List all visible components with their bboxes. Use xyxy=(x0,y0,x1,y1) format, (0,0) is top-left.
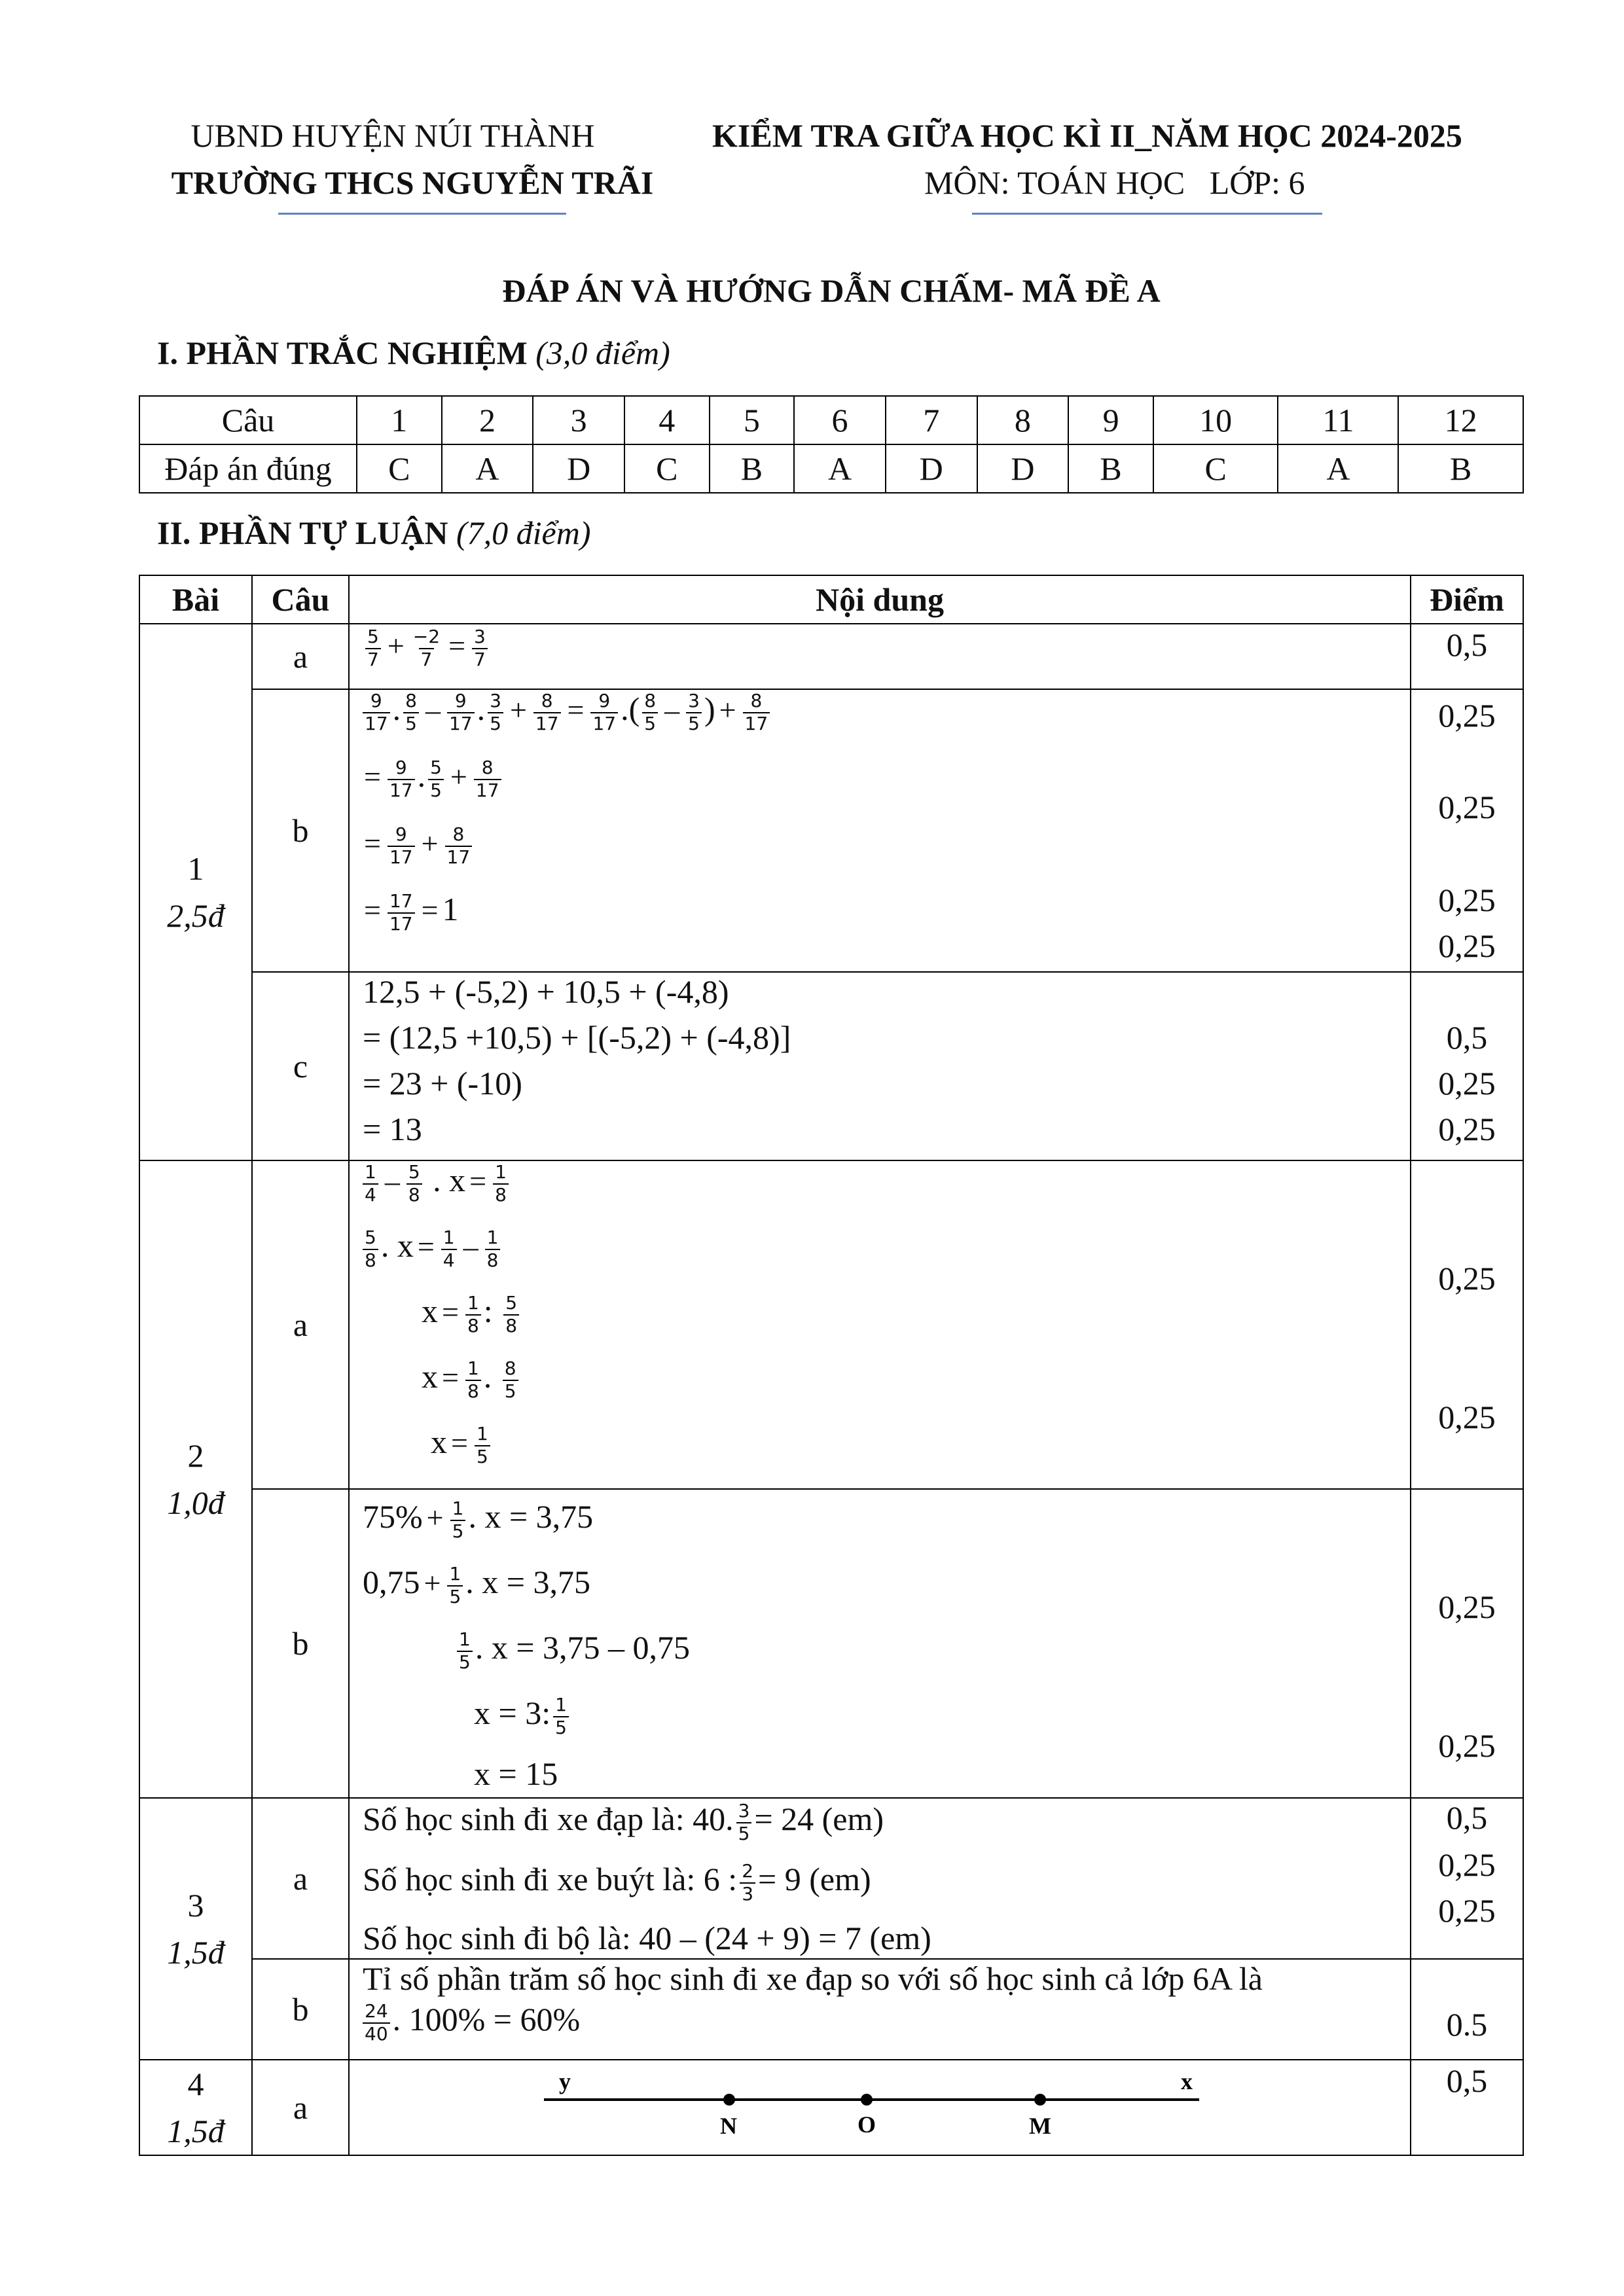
score-3b xyxy=(1411,1959,1523,2060)
col-noidung: Nội dung xyxy=(349,575,1411,624)
part1-heading-text: I. PHẦN TRẮC NGHIỆM xyxy=(157,334,528,371)
point-N xyxy=(723,2094,735,2106)
score-1b xyxy=(1411,689,1523,972)
col-cau: Câu xyxy=(252,575,349,624)
q-cell: 11 xyxy=(1278,396,1398,444)
q-cell: 9 xyxy=(1068,396,1153,444)
q-cell: 5 xyxy=(710,396,795,444)
part2-heading xyxy=(157,514,590,552)
cau-4a: a xyxy=(252,2060,349,2155)
part1-heading xyxy=(157,334,670,372)
bai-3-cell xyxy=(139,1798,252,2060)
cau-1a: a xyxy=(252,624,349,689)
answer-cell: B xyxy=(710,444,795,493)
content-1c xyxy=(349,972,1411,1160)
score-value: 0,25 xyxy=(1438,1727,1496,1764)
row-label-answer: Đáp án đúng xyxy=(139,444,357,493)
q-cell: 4 xyxy=(624,396,710,444)
bai-2-number: 2 xyxy=(187,1437,204,1474)
expr-2a-line3: x = $\frac{1}{8}$ : $\frac{5}{8}$ xyxy=(422,1292,522,1336)
expr-2b-line1: 75% + $\frac{1}{5}$ . x = 3,75 xyxy=(363,1498,594,1542)
expr-1c-line2: = (12,5 +10,5) + [(-5,2) + (-4,8)] xyxy=(363,1019,791,1056)
fraction: $\frac{5}{7}$ xyxy=(365,626,381,670)
expr-2b-line2: 0,75 + $\frac{1}{5}$ . x = 3,75 xyxy=(363,1563,590,1607)
school-name: TRƯỜNG THCS NGUYỄN TRÃI xyxy=(171,164,654,201)
content-1b xyxy=(349,689,1411,972)
score-value: 0,25 xyxy=(1438,1399,1496,1435)
label-x: x xyxy=(1181,2068,1193,2094)
answer-cell: D xyxy=(977,444,1069,493)
expr-3b-line1: Tỉ số phần trăm số học sinh đi xe đạp so với số học sinh cả lớp 6A là xyxy=(363,1960,1263,1997)
answer-cell: C xyxy=(624,444,710,493)
q-cell: 10 xyxy=(1153,396,1278,444)
expr-2b-line5: x = 15 xyxy=(474,1755,558,1792)
row-4a xyxy=(139,2060,1523,2155)
expr-2a-line1: $\frac{1}{4}$ – $\frac{5}{8}$ . x = $\frac{1}{8}$ xyxy=(360,1161,511,1206)
q-cell: 8 xyxy=(977,396,1069,444)
content-3b xyxy=(349,1959,1411,2060)
score-value: 0,25 xyxy=(1438,927,1496,964)
col-bai: Bài xyxy=(139,575,252,624)
cau-3a: a xyxy=(252,1798,349,1959)
bai-2-points: 1,0đ xyxy=(167,1484,225,1521)
number-line-figure xyxy=(350,2060,1397,2155)
point-M xyxy=(1034,2094,1046,2106)
content-2b xyxy=(349,1489,1411,1798)
fraction: $\frac{3}{7}$ xyxy=(472,626,488,670)
score-value: 0,25 xyxy=(1438,1588,1496,1625)
label-y: y xyxy=(559,2068,571,2094)
label-O: O xyxy=(857,2111,876,2138)
score-value: 0,25 xyxy=(1438,882,1496,918)
bai-2-cell xyxy=(139,1160,252,1798)
expr-2b-line3: $\frac{1}{5}$ . x = 3,75 – 0,75 xyxy=(454,1628,690,1673)
fraction: $\frac{-2}{7}$ xyxy=(412,626,441,670)
answer-cell: B xyxy=(1068,444,1153,493)
score-value: 0,25 xyxy=(1438,1065,1496,1102)
expr-2a-line5: x = $\frac{1}{5}$ xyxy=(431,1423,493,1467)
q-cell: 1 xyxy=(357,396,442,444)
expr-1c-line4: = 13 xyxy=(363,1111,422,1147)
bai-4-cell xyxy=(139,2060,252,2155)
content-2a xyxy=(349,1160,1411,1489)
bai-1-cell xyxy=(139,624,252,1160)
score-value: 0,25 xyxy=(1438,1846,1496,1883)
col-diem: Điểm xyxy=(1411,575,1523,624)
score-value: 0,5 xyxy=(1446,1799,1488,1836)
expr-2a-line2: $\frac{5}{8}$ . x = $\frac{1}{4}$ – $\frac{1}{8}$ xyxy=(360,1227,503,1271)
content-4a xyxy=(349,2060,1411,2155)
row-1c xyxy=(139,972,1523,1160)
expr-1c-line3: = 23 + (-10) xyxy=(363,1065,522,1102)
cau-1c: c xyxy=(252,972,349,1160)
score-value: 0,25 xyxy=(1438,697,1496,734)
content-1a xyxy=(349,624,1411,689)
bai-4-number: 4 xyxy=(187,2066,204,2102)
exam-title: KIỂM TRA GIỮA HỌC KÌ II_NĂM HỌC 2024-2025 xyxy=(712,117,1462,154)
score-2b xyxy=(1411,1489,1523,1798)
row-1b xyxy=(139,689,1523,972)
expr-2b-line4: x = 3: $\frac{1}{5}$ xyxy=(474,1694,571,1738)
answer-cell: D xyxy=(886,444,977,493)
essay-table xyxy=(139,575,1524,2156)
expr-1c-line1: 12,5 + (-5,2) + 10,5 + (-4,8) xyxy=(363,973,729,1010)
score-value: 0,25 xyxy=(1438,789,1496,825)
bai-4-points: 1,5đ xyxy=(167,2113,225,2149)
district-name: UBND HUYỆN NÚI THÀNH xyxy=(190,117,595,154)
multiple-choice-table xyxy=(139,395,1524,493)
expr-1b-line4: = $\frac{17}{17}$ = 1 xyxy=(364,890,459,935)
cau-1b: b xyxy=(252,689,349,972)
row-3b xyxy=(139,1959,1523,2060)
school-underline xyxy=(278,213,566,215)
expr-2a-line4: x = $\frac{1}{8}$ . $\frac{8}{5}$ xyxy=(422,1357,521,1402)
row-1a xyxy=(139,624,1523,689)
point-O xyxy=(861,2094,873,2106)
bai-3-number: 3 xyxy=(187,1887,204,1924)
answer-cell: C xyxy=(1153,444,1278,493)
score-value: 0.5 xyxy=(1446,2006,1488,2043)
expr-1b-line2: = $\frac{9}{17}$ . $\frac{5}{5}$ + $\frac{8}{17}$ xyxy=(360,757,504,801)
question-row xyxy=(139,396,1523,444)
score-value: 0,5 xyxy=(1446,1019,1488,1056)
subject-line: MÔN: TOÁN HỌC LỚP: 6 xyxy=(924,164,1305,201)
answer-cell: A xyxy=(442,444,533,493)
content-3a xyxy=(349,1798,1411,1959)
expr-3a-line1: Số học sinh đi xe đạp là: 40. $\frac{3}{5}$ = 24 (em) xyxy=(363,1800,884,1844)
score-4a xyxy=(1411,2060,1523,2155)
row-3a xyxy=(139,1798,1523,1959)
score-value: 0,25 xyxy=(1438,1892,1496,1929)
answer-row xyxy=(139,444,1523,493)
score-3a xyxy=(1411,1798,1523,1959)
cau-2b: b xyxy=(252,1489,349,1798)
expr-3a-line3: Số học sinh đi bộ là: 40 – (24 + 9) = 7 (em) xyxy=(363,1920,931,1956)
answer-cell: A xyxy=(1278,444,1398,493)
part2-points: (7,0 điểm) xyxy=(456,514,591,551)
expr-3b-line2: $\frac{24}{40}$ . 100% = 60% xyxy=(360,2000,580,2045)
expr-1a: $\frac{5}{7}$ + $\frac{-2}{7}$ = $\frac{3}{7}$ xyxy=(363,626,490,670)
cau-3b: b xyxy=(252,1959,349,2060)
q-cell: 3 xyxy=(533,396,624,444)
score-2a xyxy=(1411,1160,1523,1489)
subject-underline xyxy=(972,213,1322,215)
score-value: 0,5 xyxy=(1446,2062,1488,2099)
answer-cell: B xyxy=(1398,444,1523,493)
expr-3a-line2: Số học sinh đi xe buýt là: 6 : $\frac{2}{3}$ = 9 (em) xyxy=(363,1860,871,1905)
expr-1b-line3: = $\frac{9}{17}$ + $\frac{8}{17}$ xyxy=(360,823,475,868)
essay-header-row xyxy=(139,575,1523,624)
bai-3-points: 1,5đ xyxy=(167,1934,225,1971)
q-cell: 12 xyxy=(1398,396,1523,444)
answer-cell: D xyxy=(533,444,624,493)
label-N: N xyxy=(720,2113,737,2139)
expr-1b-line1: $\frac{9}{17}$ . $\frac{8}{5}$ – $\frac{9}{17}$ . $\frac{3}{5}$ + $\frac{8}{17}$ = $\frac{9}{17}$ .( $\frac{8}{5}$ – $\frac{3}{5}$ ) + $\frac{8}{17}$ xyxy=(360,690,772,734)
answer-cell: A xyxy=(794,444,886,493)
q-cell: 2 xyxy=(442,396,533,444)
answer-cell: C xyxy=(357,444,442,493)
row-2b xyxy=(139,1489,1523,1798)
score-value: 0,5 xyxy=(1446,626,1488,663)
score-value: 0,25 xyxy=(1438,1260,1496,1297)
label-M: M xyxy=(1029,2113,1051,2139)
row-label-question: Câu xyxy=(139,396,357,444)
part1-points: (3,0 điểm) xyxy=(535,334,670,371)
bai-1-number: 1 xyxy=(187,850,204,887)
row-2a xyxy=(139,1160,1523,1489)
part2-heading-text: II. PHẦN TỰ LUẬN xyxy=(157,514,448,551)
score-1c xyxy=(1411,972,1523,1160)
bai-1-points: 2,5đ xyxy=(167,897,225,934)
q-cell: 7 xyxy=(886,396,977,444)
cau-2a: a xyxy=(252,1160,349,1489)
score-1a xyxy=(1411,624,1523,689)
q-cell: 6 xyxy=(794,396,886,444)
score-value: 0,25 xyxy=(1438,1111,1496,1147)
page-title: ĐÁP ÁN VÀ HƯỚNG DẪN CHẤM- MÃ ĐỀ A xyxy=(502,272,1161,309)
